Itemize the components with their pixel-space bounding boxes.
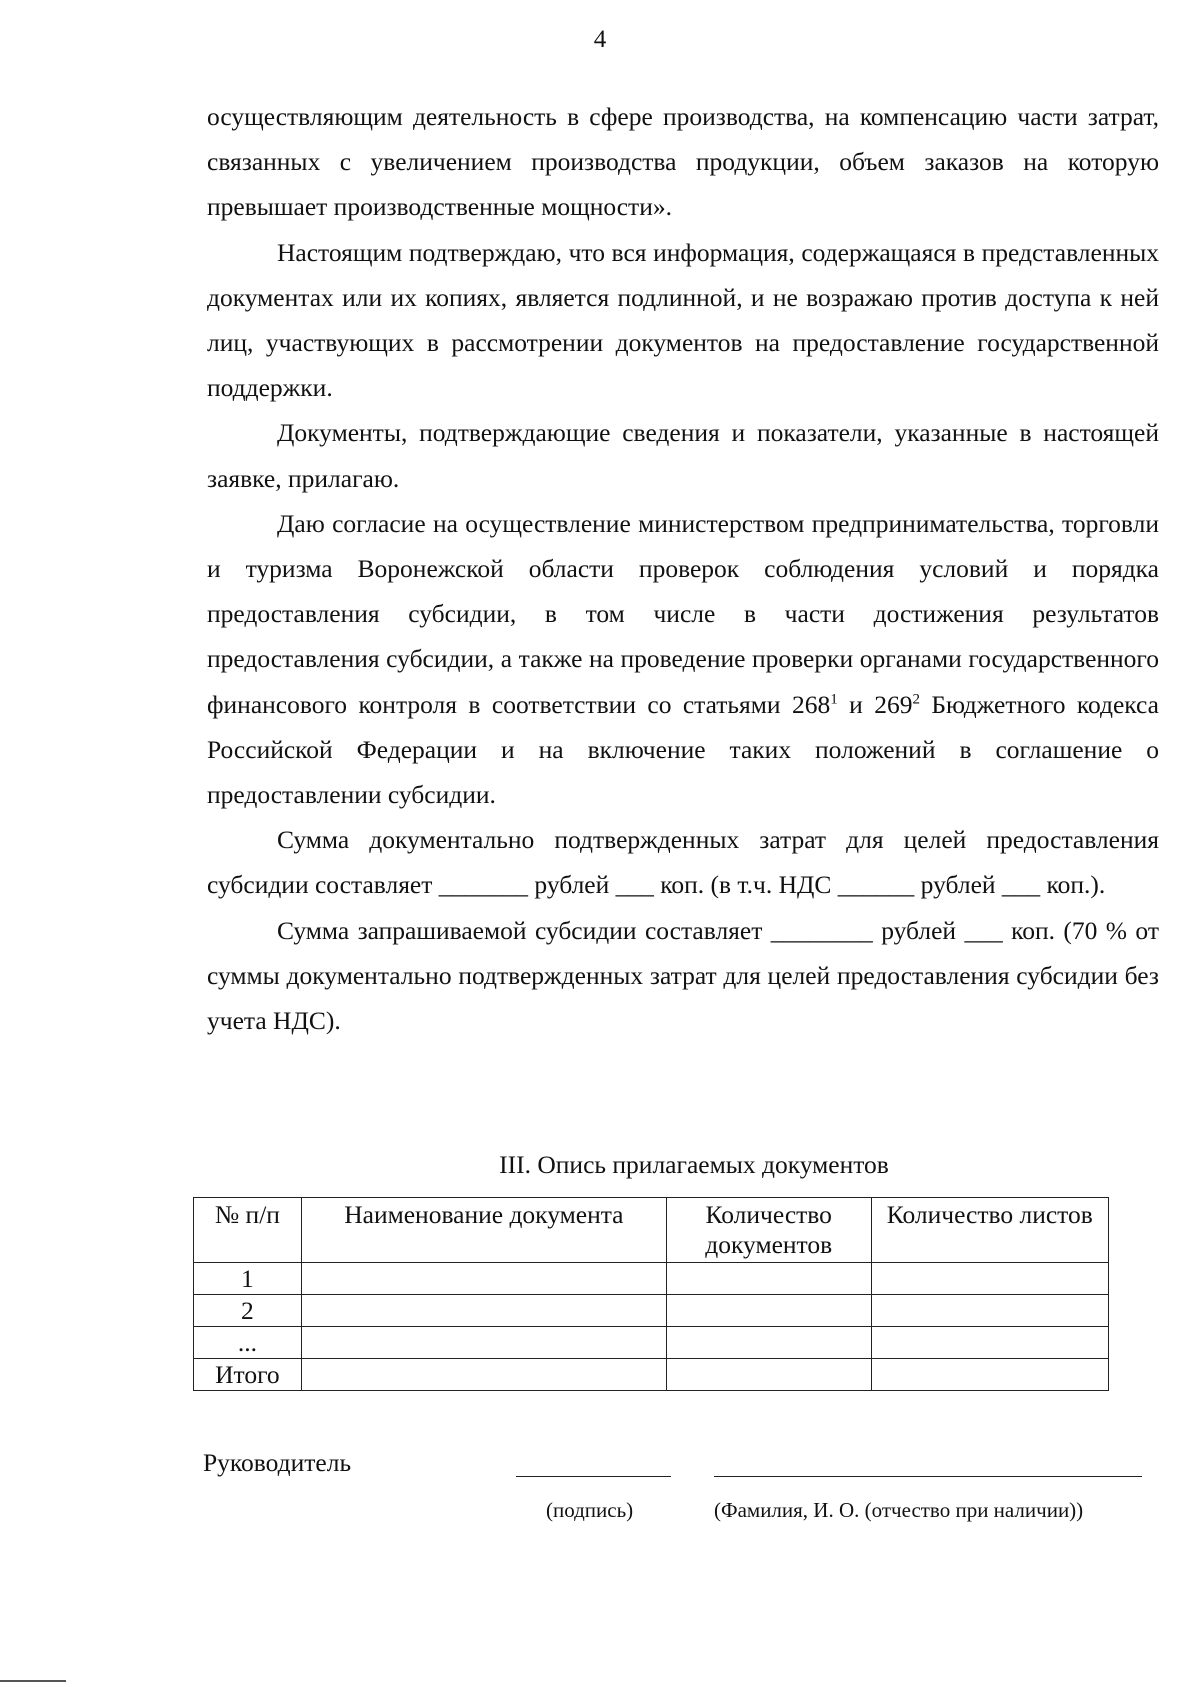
paragraph-continuation: осуществляющим деятельность в сфере производства, на компенсацию части затрат, связанных с увеличением производства продукции, объем заказов на которую превышает производственные мощности». <box>207 102 1159 222</box>
signature-caption: (подпись) <box>546 1498 634 1522</box>
header-document-count: Количество документов <box>666 1198 871 1263</box>
header-sheet-count: Количество листов <box>871 1198 1108 1263</box>
paragraph-costs <box>207 817 1159 907</box>
table-row <box>194 1263 1109 1295</box>
subsidy-rub-blank[interactable]: ________ <box>770 915 873 945</box>
table-header-row <box>194 1198 1109 1263</box>
superscript-2: 2 <box>912 691 920 708</box>
vat-kop-blank[interactable]: ___ <box>1001 870 1041 900</box>
page-number: 4 <box>593 26 607 53</box>
paragraph-attachments: Документы, подтверждающие сведения и показатели, указанные в настоящей заявке, прилагаю. <box>207 418 1159 493</box>
subsidy-text-b: рублей <box>872 915 965 945</box>
signature-role: Руководитель <box>203 1448 352 1477</box>
consent-text-c: Бюджетного кодекса Российской Федерации и на включение таких положений в соглашение о предоставлении субсидии. <box>207 689 1159 810</box>
costs-rub-blank[interactable]: _______ <box>438 870 529 900</box>
subsidy-text-a: Сумма запрашиваемой субсидии составляет <box>277 915 771 945</box>
subsidy-kop-blank[interactable]: ___ <box>964 915 1003 945</box>
consent-text-b: и 269 <box>837 689 913 719</box>
paragraph-subsidy-amount <box>207 908 1159 1044</box>
cell-document-count[interactable] <box>666 1263 871 1295</box>
scan-margin-mark <box>0 1680 66 1682</box>
costs-kop-blank[interactable]: ___ <box>615 870 654 900</box>
row-number: 1 <box>194 1263 302 1295</box>
table-total-row <box>194 1359 1109 1391</box>
cell-document-count[interactable] <box>666 1359 871 1391</box>
row-number: 2 <box>194 1295 302 1327</box>
cell-document-name[interactable] <box>301 1359 666 1391</box>
costs-text-e: коп.). <box>1040 870 1106 900</box>
cell-sheet-count[interactable] <box>871 1263 1108 1295</box>
costs-text-d: рублей <box>914 870 1002 900</box>
costs-text-c: коп. (в т.ч. НДС <box>653 870 838 900</box>
superscript-1: 1 <box>830 691 838 708</box>
costs-text-b: рублей <box>528 870 616 900</box>
cell-sheet-count[interactable] <box>871 1295 1108 1327</box>
paragraph-consent <box>207 501 1159 817</box>
cell-document-name[interactable] <box>301 1327 666 1359</box>
cell-document-count[interactable] <box>666 1327 871 1359</box>
header-number: № п/п <box>194 1198 302 1263</box>
section-title: III. Опись прилагаемых документов <box>499 1150 889 1179</box>
cell-sheet-count[interactable] <box>871 1359 1108 1391</box>
row-number: ... <box>194 1327 302 1359</box>
header-document-name: Наименование документа <box>301 1198 666 1263</box>
name-caption: (Фамилия, И. О. (отчество при наличии)) <box>714 1498 1084 1522</box>
vat-rub-blank[interactable]: ______ <box>837 870 915 900</box>
table-row <box>194 1327 1109 1359</box>
costs-text-a: Сумма документально подтвержденных затрат для целей предоставления субсидии составляет <box>207 825 1159 900</box>
row-total-label: Итого <box>194 1359 302 1391</box>
subsidy-text-c: коп. (70 % от суммы документально подтвержденных затрат для целей предоставления субсидии без учета НДС). <box>207 915 1159 1036</box>
table-row <box>194 1295 1109 1327</box>
signature-line[interactable] <box>516 1476 671 1477</box>
cell-document-count[interactable] <box>666 1295 871 1327</box>
paragraph-confirmation: Настоящим подтверждаю, что вся информация, содержащаяся в представленных документах или их копиях, является подлинной, и не возражаю против доступа к ней лиц, участвующих в рассмотрении документов на предоставление государственной поддержки. <box>207 237 1159 403</box>
consent-text-a: Даю согласие на осуществление министерством предпринимательства, торговли и туризма Воронежской области проверок соблюдения условий и порядка предоставления субсидии, в том числе в части достижения результатов предоставления субсидии, а также на проведение проверки органами государственного финансового контроля в соответствии со статьями 268 <box>207 508 1159 719</box>
name-line[interactable] <box>714 1476 1142 1477</box>
cell-document-name[interactable] <box>301 1263 666 1295</box>
cell-document-name[interactable] <box>301 1295 666 1327</box>
signature-block <box>0 1448 1200 1538</box>
cell-sheet-count[interactable] <box>871 1327 1108 1359</box>
documents-table <box>193 1197 1109 1391</box>
document-body <box>207 94 1159 1043</box>
